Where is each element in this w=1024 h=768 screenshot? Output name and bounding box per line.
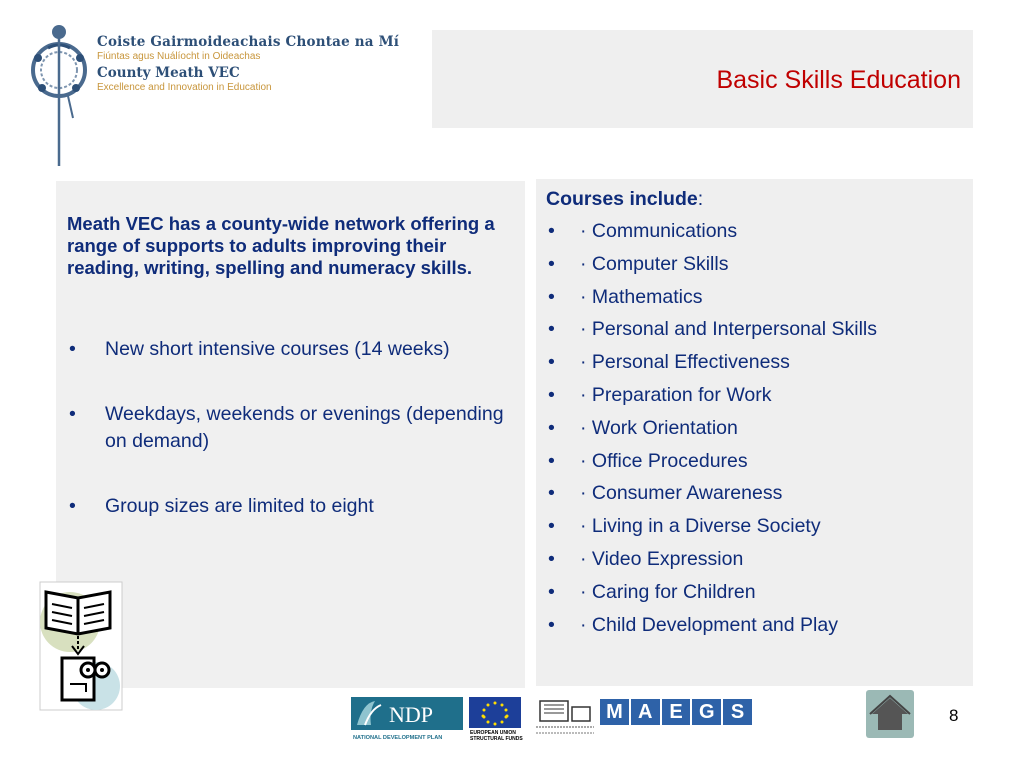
eu-flag-logo (469, 697, 525, 741)
list-item: • Weekdays, weekends or evenings (depending on demand) (67, 401, 517, 455)
list-item: • · Office Procedures (546, 449, 877, 482)
list-item: • · Preparation for Work (546, 383, 877, 416)
page-number: 8 (949, 706, 959, 725)
maegs-logo (600, 699, 752, 725)
logo-irish-name: Coiste Gairmoideachais Chontae na Mí (97, 34, 400, 50)
courses-heading (546, 188, 703, 211)
logo-irish-tagline: Fiúntas agus Nuálíocht in Oideachas (97, 51, 261, 62)
list-item: • · Caring for Children (546, 580, 877, 613)
slide-title: Basic Skills Education (716, 66, 961, 94)
title-box (432, 30, 973, 128)
list-item: • · Child Development and Play (546, 613, 877, 646)
list-item: • · Personal Effectiveness (546, 350, 877, 383)
maegs-letter: M (600, 699, 629, 725)
intro-paragraph: Meath VEC has a county-wide network offering a range of supports to adults improving their reading, writing, spelling and numeracy skills. (67, 213, 495, 278)
ndp-text: NDP (389, 702, 434, 727)
right-content-panel (536, 179, 973, 686)
list-item: • · Work Orientation (546, 416, 877, 449)
list-item: • · Communications (546, 219, 877, 252)
list-item: • New short intensive courses (14 weeks) (67, 336, 517, 363)
ndp-subtitle: NATIONAL DEVELOPMENT PLAN (353, 735, 443, 741)
maegs-letter: A (631, 699, 660, 725)
list-item: • · Mathematics (546, 285, 877, 318)
maegs-letter: E (662, 699, 691, 725)
list-item: • · Consumer Awareness (546, 481, 877, 514)
courses-heading-colon: : (697, 188, 704, 210)
list-item: • · Computer Skills (546, 252, 877, 285)
list-item: • · Video Expression (546, 547, 877, 580)
home-icon (866, 690, 914, 738)
home-button[interactable] (866, 690, 914, 738)
ndp-logo (351, 697, 463, 741)
features-list (67, 336, 517, 558)
list-item: • · Living in a Diverse Society (546, 514, 877, 547)
organisation-logo-text (97, 34, 399, 93)
maegs-letter: S (723, 699, 752, 725)
book-and-learner-icon (38, 580, 128, 715)
logo-english-tagline: Excellence and Innovation in Education (97, 82, 272, 93)
eu-subtitle-1: EUROPEAN UNION (470, 730, 516, 736)
eu-subtitle-2: STRUCTURAL FUNDS (470, 736, 523, 741)
courses-heading-label: Courses include (546, 188, 698, 210)
logo-english-name: County Meath VEC (97, 65, 240, 81)
department-logo (532, 697, 598, 741)
celtic-brooch-icon (28, 18, 90, 168)
maegs-letter: G (692, 699, 721, 725)
list-item: • Group sizes are limited to eight (67, 493, 517, 520)
list-item: • · Personal and Interpersonal Skills (546, 317, 877, 350)
courses-list (546, 219, 877, 645)
